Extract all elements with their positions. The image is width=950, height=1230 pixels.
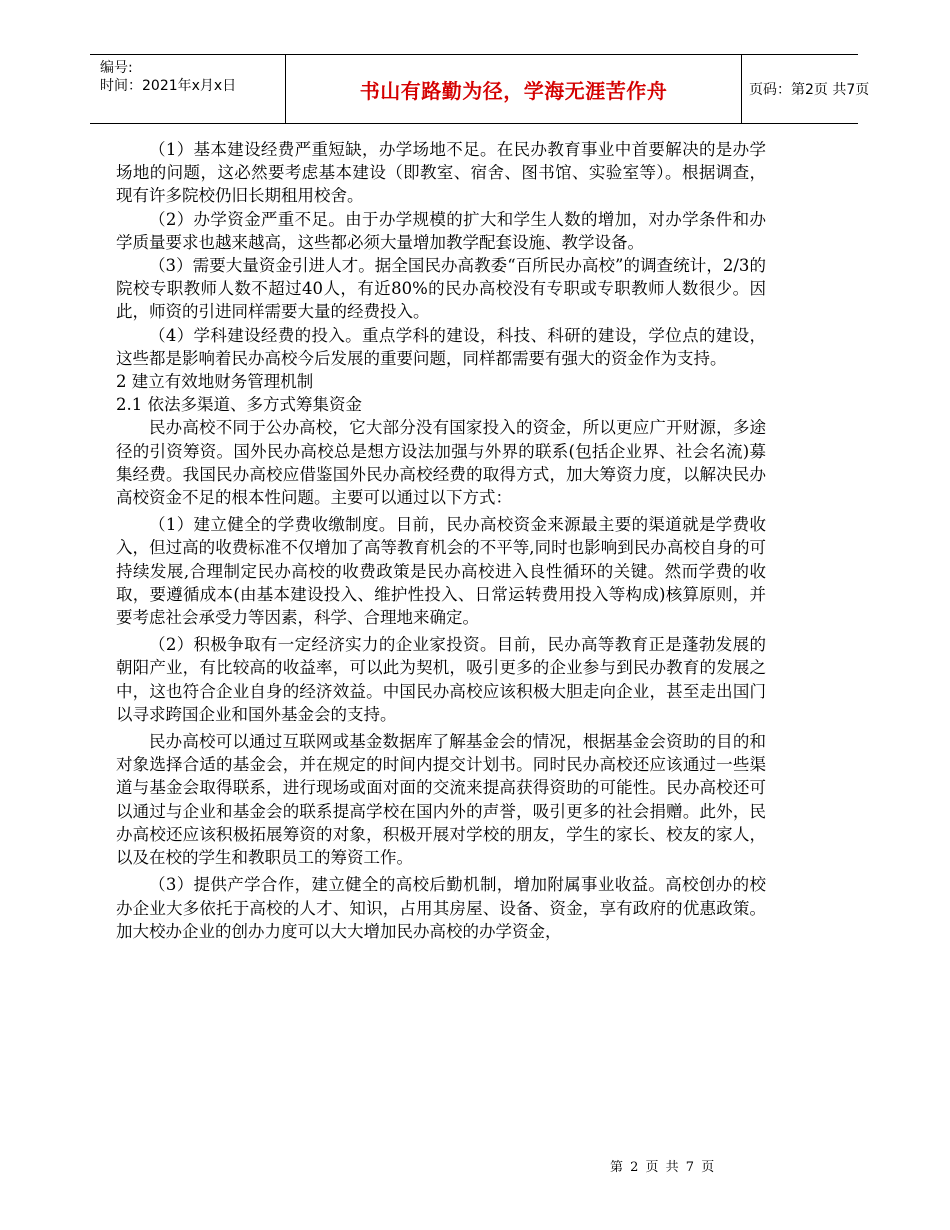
page-footer: 第 2 页 共 7 页 [610,1160,715,1175]
paragraph-point-3: （3）需要大量资金引进人才。据全国民办高教委“百所民办高校”的调查统计，2/3的院校专职教师人数不超过40人，有近80%的民办高校没有专职或专职教师人数很少。因此，师资的引进同样需要大量的经费投入。 [116,256,766,322]
header-page-cell [741,55,870,123]
section-heading: 2 建立有效地财务管理机制 [116,372,314,392]
paragraph-foundation: 民办高校可以通过互联网或基金数据库了解基金会的情况，根据基金会资助的目的和对象选择合适的基金会，并在规定的时间内提交计划书。同时民办高校还应该通过一些渠道与基金会取得联系，进行现场或面对面的交流来提高获得资助的可能性。民办高校还可以通过与企业和基金会的联系提高学校在国内外的声誉，吸引更多的社会捐赠。此外，民办高校还应该积极拓展筹资的对象，积极开展对学校的朋友，学生的家长、校友的家人，以及在校的学生和教职员工的筹资工作。 [116,732,766,868]
document-body [116,138,766,943]
subsection-heading: 2.1 依法多渠道、多方式筹集资金 [116,395,362,415]
paragraph-point-2: （2）办学资金严重不足。由于办学规模的扩大和学生人数的增加，对办学条件和办学质量要求也越来越高，这些都必须大量增加教学配套设施、教学设备。 [116,209,766,252]
paragraph-intro: 民办高校不同于公办高校，它大部分没有国家投入的资金，所以更应广开财源，多途径的引资筹资。国外民办高校总是想方设法加强与外界的联系(包括企业界、社会名流)募集经费。我国民办高校应借鉴国外民办高校经费的取得方式，加大筹资力度，以解决民办高校资金不足的根本性问题。主要可以通过以下方式： [116,418,766,508]
paragraph-point-4: （4）学科建设经费的投入。重点学科的建设，科技、科研的建设，学位点的建设，这些都是影响着民办高校今后发展的重要问题，同样都需要有强大的资金作为支持。 [116,325,766,368]
time-label: 时间：2021年x月x日 [100,78,237,94]
paragraph-method-1: （1）建立健全的学费收缴制度。目前，民办高校资金来源最主要的渠道就是学费收入，但过高的收费标准不仅增加了高等教育机会的不平等,同时也影响到民办高校自身的可持续发展,合理制定民办高校的收费政策是民办高校进入良性循环的关键。然而学费的收取，要遵循成本(由基本建设投入、维护性投入、日常运转费用投入等构成)核算原则，并要考虑社会承受力等因素，科学、合理地来确定。 [116,515,766,628]
paragraph-method-2: （2）积极争取有一定经济实力的企业家投资。目前，民办高等教育正是蓬勃发展的朝阳产业，有比较高的收益率，可以此为契机，吸引更多的企业参与到民办教育的发展之中，这也符合企业自身的经济效益。中国民办高校应该积极大胆走向企业，甚至走出国门以寻求跨国企业和国外基金会的支持。 [116,635,766,724]
serial-label: 编号: [100,60,133,76]
page-info: 页码：第2页 共7页 [749,82,870,98]
paragraph-point-1: （1）基本建设经费严重短缺，办学场地不足。在民办教育事业中首要解决的是办学场地的问题，这必然要考虑基本建设（即教室、宿舍、图书馆、实验室等）。根据调查，现有许多院校仍旧长期租用校舍。 [116,140,766,206]
header-meta-cell [90,55,285,123]
motto-text: 书山有路勤为径，学海无涯苦作舟 [359,78,668,103]
paragraph-method-3: （3）提供产学合作，建立健全的高校后勤机制，增加附属事业收益。高校创办的校办企业大多依托于高校的人才、知识，占用其房屋、设备、资金，享有政府的优惠政策。加大校办企业的创办力度可以大大增加民办高校的办学资金， [116,875,766,941]
page-header [90,54,870,124]
header-motto-cell [285,55,742,123]
